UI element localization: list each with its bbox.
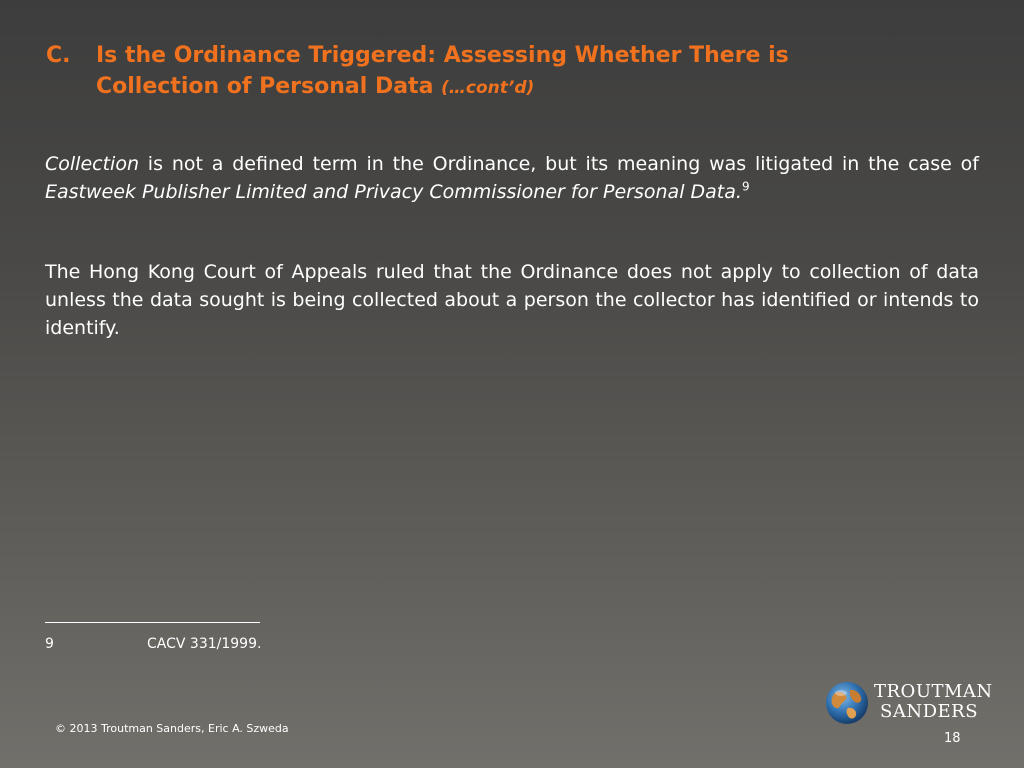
- title-text: [96, 40, 946, 104]
- paragraph-court-ruling: The Hong Kong Court of Appeals ruled that the Ordinance does not apply to collection of data unless the data sought is being collected about a person the collector has identified or intends to identify.: [45, 261, 979, 339]
- title-line-2: Collection of Personal Data: [96, 74, 434, 99]
- page-number: 18: [944, 731, 961, 746]
- paragraph-collection-text: is not a defined term in the Ordinance, but its meaning was litigated in the case of: [138, 153, 979, 175]
- title-continued: (…cont’d): [441, 78, 535, 98]
- footnote-reference: 9: [741, 179, 750, 194]
- footnote-divider: [45, 622, 260, 623]
- logo-line-2: SANDERS: [880, 701, 979, 722]
- title-line-1: Is the Ordinance Triggered: Assessing Whether There is: [96, 43, 789, 68]
- logo-wordmark: [874, 682, 993, 722]
- term-collection: Collection: [45, 153, 139, 175]
- logo-line-1: TROUTMAN: [874, 681, 993, 702]
- troutman-sanders-logo: [824, 678, 993, 728]
- globe-icon: [824, 680, 870, 726]
- title-section-letter: C.: [46, 43, 71, 68]
- footnote-text: CACV 331/1999.: [147, 636, 262, 652]
- footnote-number: 9: [45, 636, 54, 652]
- paragraph-collection: [45, 150, 979, 206]
- copyright-notice: © 2013 Troutman Sanders, Eric A. Szweda: [55, 722, 289, 735]
- case-name: Eastweek Publisher Limited and Privacy Commissioner for Personal Data.: [45, 181, 742, 203]
